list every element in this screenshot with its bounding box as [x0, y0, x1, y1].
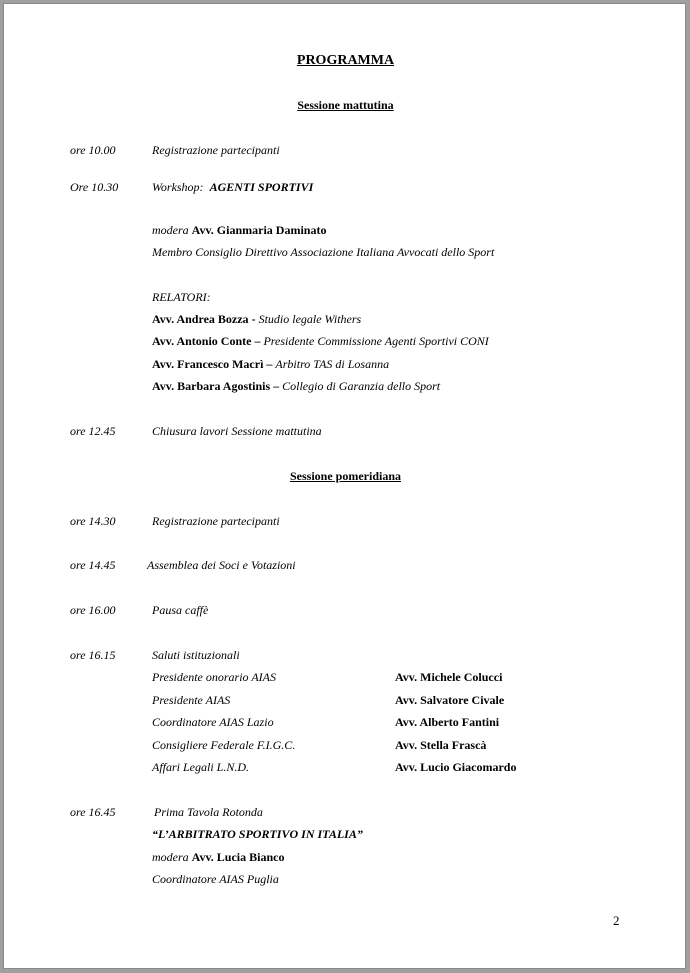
speaker-name: Avv. Antonio Conte [152, 334, 252, 348]
moderator-prefix: modera [152, 223, 189, 237]
moderator-role: Membro Consiglio Direttivo Associazione Italiana Avvocati dello Sport [152, 245, 495, 259]
moderator-name: Avv. Lucia Bianco [191, 850, 285, 864]
greeting-name: Avv. Alberto Fantini [395, 715, 500, 729]
speakers-label: RELATORI: [152, 290, 211, 304]
greeting-role: Consigliere Federale F.I.G.C. [152, 738, 296, 752]
speaker-line [152, 312, 361, 326]
time-label: ore 16.45 [70, 805, 116, 819]
speaker-name: Avv. Andrea Bozza [152, 312, 249, 326]
greeting-name: Avv. Stella Frascà [395, 738, 487, 752]
agenda-item: Assemblea dei Soci e Votazioni [147, 558, 296, 572]
agenda-item: Prima Tavola Rotonda [154, 805, 263, 819]
workshop-line [152, 180, 313, 194]
moderator-line [152, 850, 284, 864]
greeting-role: Affari Legali L.N.D. [152, 760, 250, 774]
time-label: ore 14.30 [70, 514, 116, 528]
document-page [3, 3, 686, 969]
page-title: PROGRAMMA [296, 53, 395, 68]
time-label: ore 16.00 [70, 603, 116, 617]
separator: – [263, 357, 276, 371]
agenda-item: Saluti istituzionali [152, 648, 240, 662]
round-table-topic: “L’ARBITRATO SPORTIVO IN ITALIA” [152, 827, 363, 841]
separator: – [270, 379, 283, 393]
time-label: ore 10.00 [70, 143, 116, 157]
speaker-line [152, 357, 389, 371]
separator: – [251, 334, 264, 348]
agenda-item: Pausa caffè [152, 603, 209, 617]
agenda-item: Chiusura lavori Sessione mattutina [152, 424, 322, 438]
speaker-role: Collegio di Garanzia dello Sport [282, 379, 441, 393]
greeting-role: Presidente onorario AIAS [152, 670, 276, 684]
moderator-name: Avv. Gianmaria Daminato [191, 223, 327, 237]
speaker-name: Avv. Barbara Agostinis [152, 379, 271, 393]
time-label: Ore 10.30 [70, 180, 119, 194]
speaker-line [152, 379, 440, 393]
moderator-prefix: modera [152, 850, 189, 864]
moderator-line [152, 223, 326, 237]
speaker-line [152, 334, 489, 348]
agenda-item: Registrazione partecipanti [152, 514, 280, 528]
time-label: ore 14.45 [70, 558, 116, 572]
moderator-role: Coordinatore AIAS Puglia [152, 872, 279, 886]
speaker-role: Studio legale Withers [258, 312, 362, 326]
greeting-name: Avv. Salvatore Civale [395, 693, 505, 707]
greeting-role: Coordinatore AIAS Lazio [152, 715, 274, 729]
time-label: ore 16.15 [70, 648, 116, 662]
afternoon-session-heading: Sessione pomeridiana [289, 469, 401, 483]
greeting-name: Avv. Lucio Giacomardo [395, 760, 517, 774]
speaker-role: Presidente Commissione Agenti Sportivi CONI [263, 334, 489, 348]
separator: - [248, 312, 259, 326]
workshop-prefix: Workshop: [152, 180, 204, 194]
page-number: 2 [613, 913, 620, 928]
speaker-role: Arbitro TAS di Losanna [275, 357, 390, 371]
agenda-item: Registrazione partecipanti [152, 143, 280, 157]
greeting-name: Avv. Michele Colucci [395, 670, 503, 684]
morning-session-heading: Sessione mattutina [297, 98, 394, 112]
time-label: ore 12.45 [70, 424, 116, 438]
greeting-role: Presidente AIAS [152, 693, 231, 707]
speaker-name: Avv. Francesco Macrì [152, 357, 264, 371]
workshop-name: AGENTI SPORTIVI [209, 180, 314, 194]
